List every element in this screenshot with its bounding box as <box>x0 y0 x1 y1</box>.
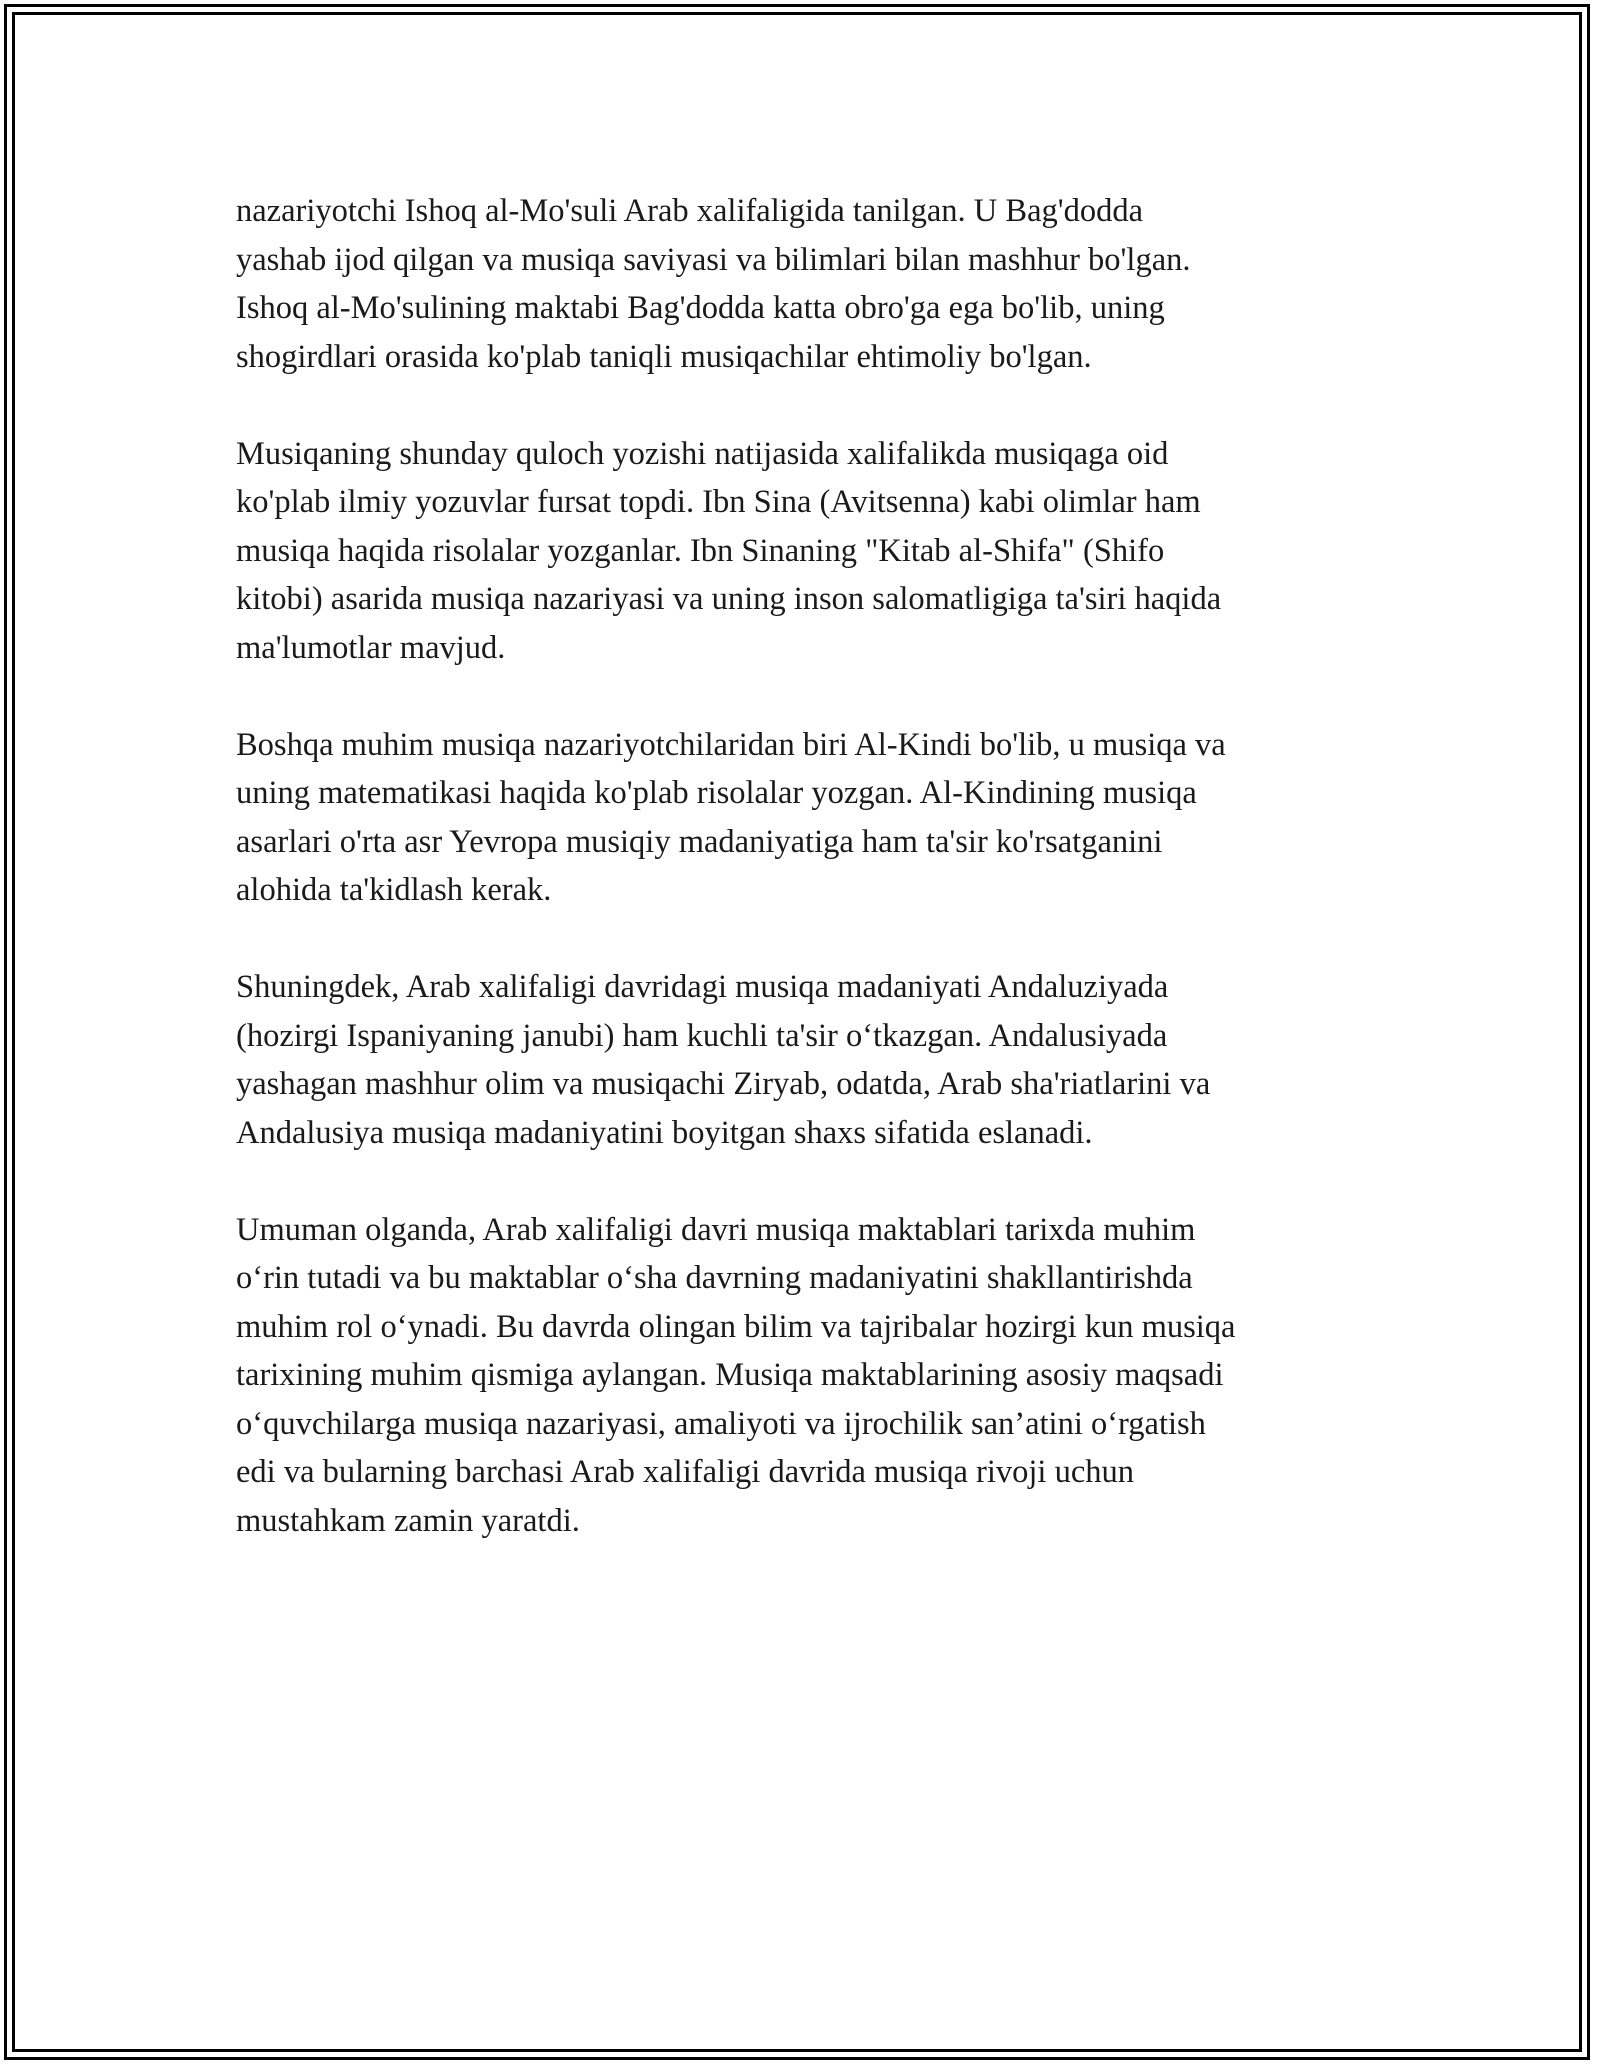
paragraph-2: Musiqaning shunday quloch yozishi natijasida xalifalikda musiqaga oid ko'plab ilmiy yozuvlar fursat topdi. Ibn Sina (Avitsenna) kabi olimlar ham musiqa haqida risolalar yozganlar. Ibn Sinaning "Kitab al-Shifa" (Shifo kitobi) asarida musiqa nazariyasi va uning inson salomatligiga ta'siri haqida ma'lumotlar mavjud. <box>236 435 1222 666</box>
paragraph-5: Umuman olganda, Arab xalifaligi davri musiqa maktablari tarixda muhim o‘rin tutadi va bu maktablar o‘sha davrning madaniyatini shakllantirishda muhim rol o‘ynadi. Bu davrda olingan bilim va tajribalar hozirgi kun musiqa tarixining muhim qismiga aylangan. Musiqa maktablarining asosiy maqsadi o‘quvchilarga musiqa nazariyasi, amaliyoti va ijrochilik san’atini o‘rgatish edi va bularning barchasi Arab xalifaligi davrida musiqa rivoji uchun mustahkam zamin yaratdi. <box>236 1211 1236 1539</box>
paragraph-1: nazariyotchi Ishoq al-Mo'suli Arab xalifaligida tanilgan. U Bag'dodda yashab ijod qilgan va musiqa saviyasi va bilimlari bilan mashhur bo'lgan. Ishoq al-Mo'sulining maktabi Bag'dodda katta obro'ga ega bo'lib, uning shogirdlari orasida ko'plab taniqli musiqachilar ehtimoliy bo'lgan. <box>236 193 1191 375</box>
paragraph-3: Boshqa muhim musiqa nazariyotchilaridan biri Al-Kindi bo'lib, u musiqa va uning matematikasi haqida ko'plab risolalar yozgan. Al-Kindining musiqa asarlari o'rta asr Yevropa musiqiy madaniyatiga ham ta'sir ko'rsatganini alohida ta'kidlash kerak. <box>236 726 1226 908</box>
document-body <box>236 187 1356 1594</box>
paragraph-4: Shuningdek, Arab xalifaligi davridagi musiqa madaniyati Andaluziyada (hozirgi Ispaniyaning janubi) ham kuchli ta'sir o‘tkazgan. Andalusiyada yashagan mashhur olim va musiqachi Ziryab, odatda, Arab sha'riatlarini va Andalusiya musiqa madaniyatini boyitgan shaxs sifatida eslanadi. <box>236 969 1211 1151</box>
